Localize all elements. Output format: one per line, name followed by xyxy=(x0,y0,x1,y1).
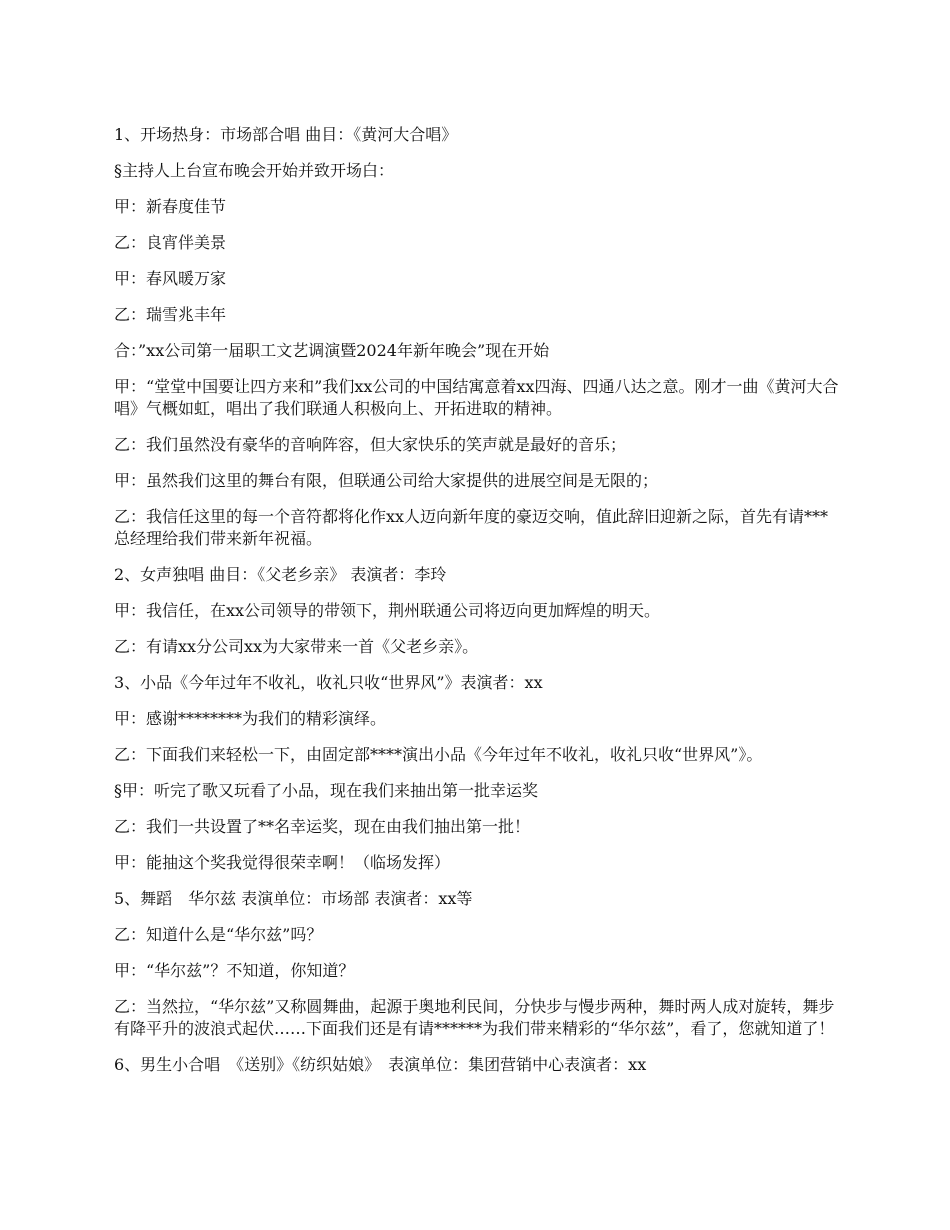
dialogue-line: 乙：下面我们来轻松一下，由固定部****演出小品《今年过年不收礼，收礼只收“世界风”》。 xyxy=(114,745,763,764)
document-body xyxy=(114,124,844,1090)
dialogue-line: 乙：瑞雪兆丰年 xyxy=(114,305,227,324)
dialogue-line: 乙：当然拉，“华尔兹”又称圆舞曲，起源于奥地利民间，分快步与慢步两种，舞时两人成对旋转，舞步有降平升的波浪式起伏……下面我们还是有请******为我们带来精彩的“华尔兹”，看了，您就知道了！ xyxy=(114,997,835,1038)
dialogue-line: §甲：听完了歌又玩看了小品，现在我们来抽出第一批幸运奖 xyxy=(114,781,539,800)
dialogue-line: 合：”xx公司第一届职工文艺调演暨2024年新年晚会”现在开始 xyxy=(114,341,550,360)
dialogue-line: 甲：“堂堂中国要让四方来和”我们xx公司的中国结寓意着xx四海、四通八达之意。刚才一曲《黄河大合唱》气概如虹，唱出了我们联通人积极向上、开拓进取的精神。 xyxy=(114,377,839,418)
dialogue-line: 乙：我信任这里的每一个音符都将化作xx人迈向新年度的豪迈交响，值此辞旧迎新之际，首先有请***总经理给我们带来新年祝福。 xyxy=(114,507,829,548)
program-item-opening: 1、开场热身：市场部合唱 曲目：《黄河大合唱》 xyxy=(114,125,458,144)
program-item-solo: 2、女声独唱 曲目：《父老乡亲》 表演者：李玲 xyxy=(114,565,447,584)
program-item-sketch: 3、小品《今年过年不收礼，收礼只收“世界风”》表演者：xx xyxy=(114,673,543,692)
dialogue-line: 乙：有请xx分公司xx为大家带来一首《父老乡亲》。 xyxy=(114,637,479,656)
host-intro-line: §主持人上台宣布晚会开始并致开场白： xyxy=(114,161,395,180)
dialogue-line: 甲：我信任，在xx公司领导的带领下，荆州联通公司将迈向更加辉煌的明天。 xyxy=(114,601,661,620)
program-item-chorus: 6、男生小合唱 《送别》《纺织姑娘》 表演单位：集团营销中心表演者：xx xyxy=(114,1055,647,1074)
dialogue-line: 甲：“华尔兹”？不知道，你知道？ xyxy=(114,961,355,980)
dialogue-line: 乙：我们虽然没有豪华的音响阵容，但大家快乐的笑声就是最好的音乐； xyxy=(114,435,627,454)
dialogue-line: 乙：我们一共设置了**名幸运奖，现在由我们抽出第一批！ xyxy=(114,817,531,836)
dialogue-line: 乙：知道什么是“华尔兹”吗？ xyxy=(114,925,323,944)
dialogue-line: 甲：能抽这个奖我觉得很荣幸啊！（临场发挥） xyxy=(114,853,451,872)
program-item-dance: 5、舞蹈 华尔兹 表演单位：市场部 表演者：xx等 xyxy=(114,889,473,908)
dialogue-line: 甲：感谢********为我们的精彩演绎。 xyxy=(114,709,387,728)
dialogue-line: 甲：虽然我们这里的舞台有限，但联通公司给大家提供的进展空间是无限的； xyxy=(114,471,659,490)
dialogue-line: 乙：良宵伴美景 xyxy=(114,233,227,252)
dialogue-line: 甲：新春度佳节 xyxy=(114,197,227,216)
dialogue-line: 甲：春风暖万家 xyxy=(114,269,227,288)
